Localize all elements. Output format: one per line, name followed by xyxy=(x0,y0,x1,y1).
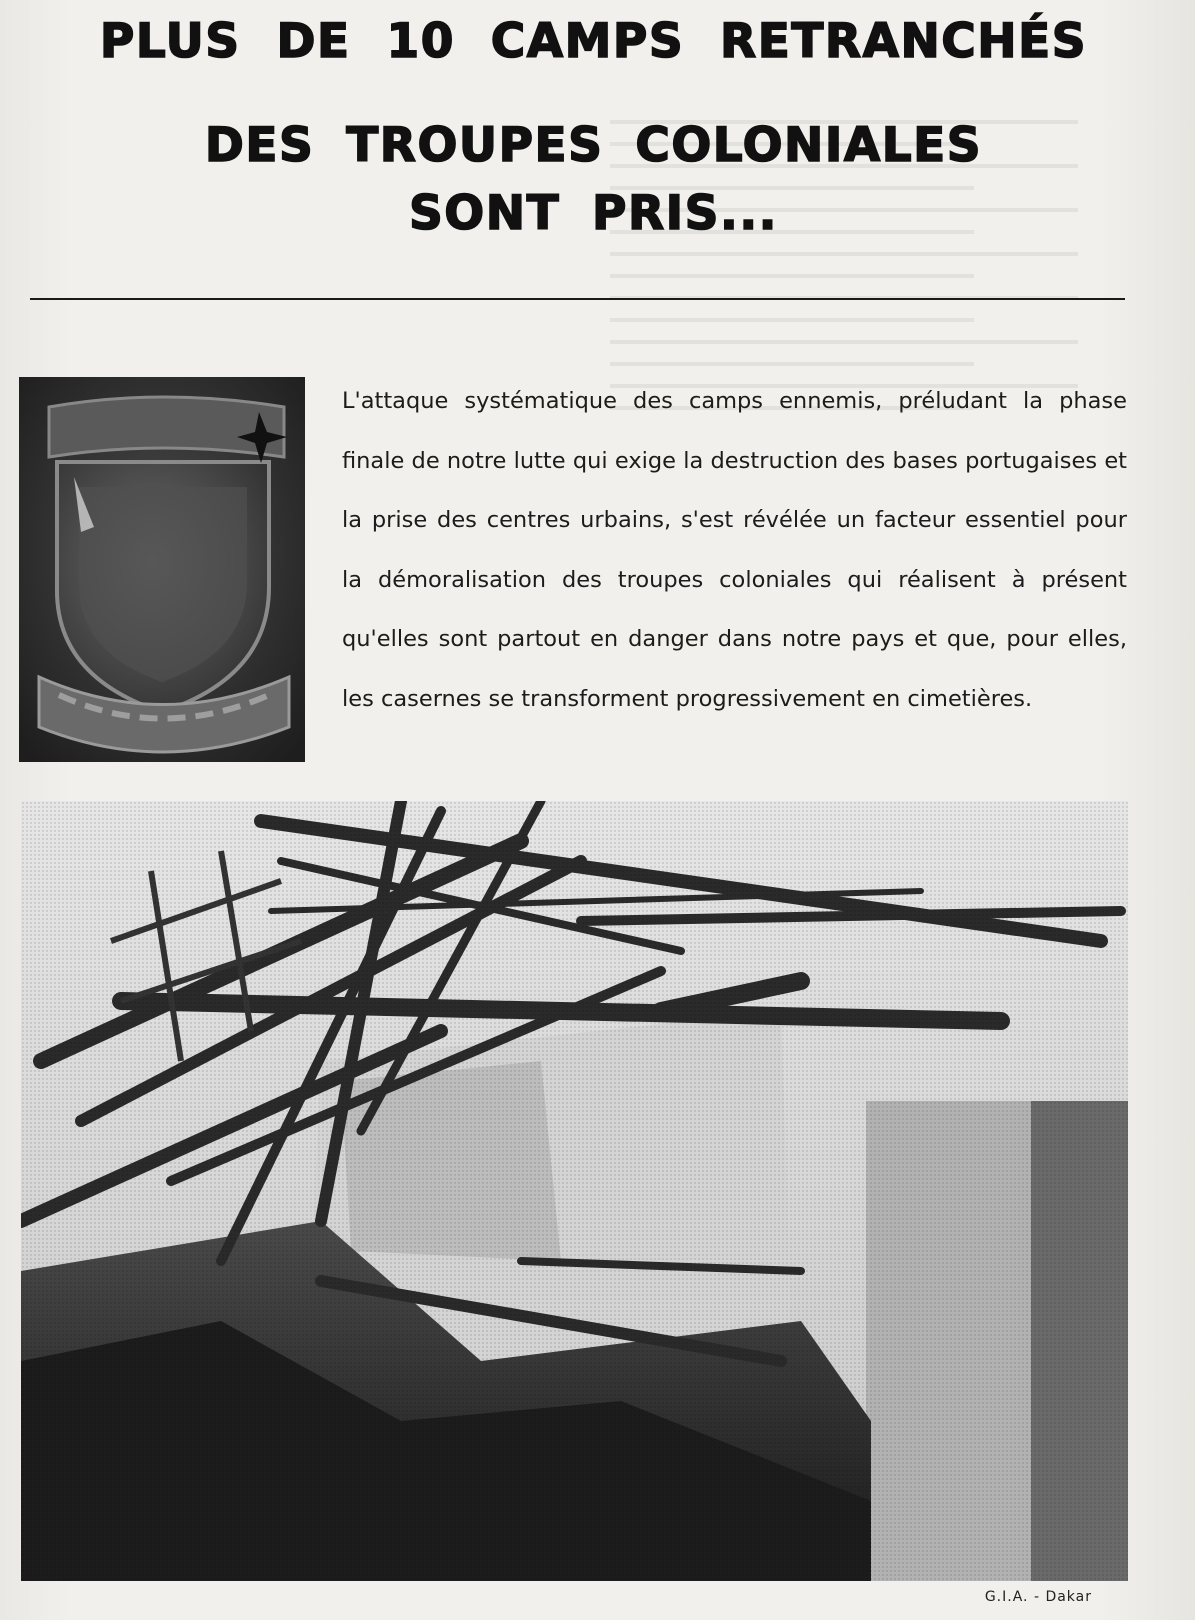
headline-line-1: PLUS DE 10 CAMPS RETRANCHÉS xyxy=(99,14,1088,69)
military-crest-photo xyxy=(19,377,305,762)
crest-illustration xyxy=(19,377,305,762)
destroyed-barracks-photo xyxy=(21,801,1128,1581)
headline-line-3: SONT PRIS... xyxy=(408,186,779,241)
article-paragraph: L'attaque systématique des camps ennemis, préludant la phase finale de notre lutte qui exige la destruction des bases portugaises et la prise des centres urbains, s'est révélée un facteur essentiel pour la démoralisation des troupes coloniales qui réalisent à présent qu'elles sont partout en danger dans notre pays et que, pour elles, les casernes se transforment progressivement en cimetières. xyxy=(342,388,1127,712)
headline-line-2: DES TROUPES COLONIALES xyxy=(204,118,983,173)
ruins-illustration xyxy=(21,801,1128,1581)
horizontal-rule xyxy=(30,298,1125,300)
print-credit: G.I.A. - Dakar xyxy=(984,1589,1092,1605)
